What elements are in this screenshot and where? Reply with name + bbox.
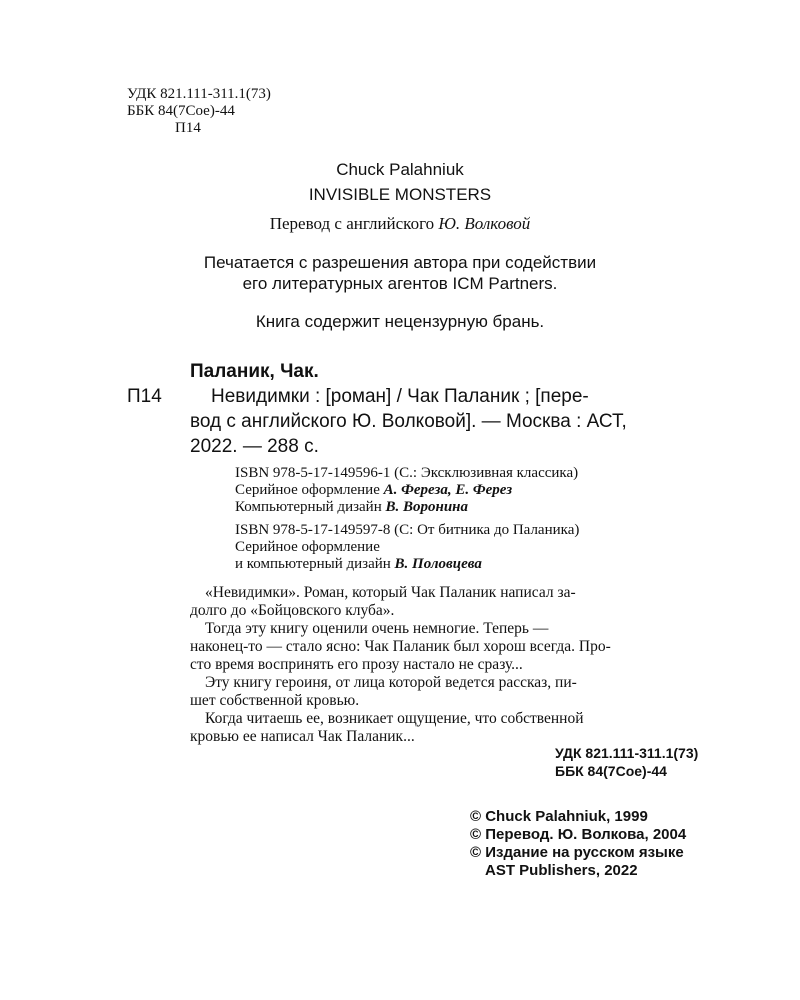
permission-line-1: Печатается с разрешения автора при содействии <box>203 253 597 272</box>
catalog-entry-line-3: 2022. — 288 с. <box>190 436 319 457</box>
description-line-8: Когда читаешь ее, возникает ощущение, что собственной <box>205 710 584 727</box>
isbn-1-design <box>235 482 512 499</box>
isbn-1-design-label: Серийное оформление <box>235 482 384 498</box>
translation-prefix: Перевод с английского <box>269 214 439 233</box>
bbk-code-bottom: ББК 84(7Сое)-44 <box>555 763 667 779</box>
udk-code-bottom: УДК 821.111-311.1(73) <box>555 745 699 761</box>
isbn-1-computer-label: Компьютерный дизайн <box>235 499 386 515</box>
udk-code-top: УДК 821.111-311.1(73) <box>127 86 271 102</box>
isbn-2-design-line-2 <box>235 556 482 573</box>
isbn-1-computer-name: В. Воронина <box>385 499 468 515</box>
copyright-translation: © Перевод. Ю. Волкова, 2004 <box>470 826 687 843</box>
original-author: Chuck Palahniuk <box>336 160 464 179</box>
copyright-author: © Chuck Palahniuk, 1999 <box>470 808 648 825</box>
catalog-entry-line-1: Невидимки : [роман] / Чак Паланик ; [пере- <box>211 386 589 407</box>
isbn-2-design-label: и компьютерный дизайн <box>235 556 395 572</box>
description-line-9: кровью ее написал Чак Паланик... <box>190 728 415 745</box>
description-line-2: долго до «Бойцовского клуба». <box>190 602 395 619</box>
description-line-7: шет собственной кровью. <box>190 692 360 709</box>
isbn-1-design-names: А. Фереза, Е. Ферез <box>383 482 513 498</box>
permission-line-2: его литературных агентов ICM Partners. <box>242 274 558 293</box>
isbn-1-computer <box>235 499 468 516</box>
copyright-edition: © Издание на русском языке <box>470 844 684 861</box>
catalog-sign: П14 <box>127 386 162 407</box>
isbn-2-design-name: В. Половцева <box>394 556 482 572</box>
description-line-4: наконец-то — стало ясно: Чак Паланик был хорош всегда. Про- <box>190 638 611 655</box>
original-title: INVISIBLE MONSTERS <box>308 185 492 204</box>
copyright-publisher: AST Publishers, 2022 <box>485 862 638 879</box>
description-line-1: «Невидимки». Роман, который Чак Паланик написал за- <box>205 584 576 601</box>
content-warning: Книга содержит нецензурную брань. <box>255 312 545 331</box>
description-line-5: сто время воспринять его прозу настало не сразу... <box>190 656 523 673</box>
isbn-2-design-line-1: Серийное оформление <box>235 539 380 555</box>
catalog-entry-line-2: вод с английского Ю. Волковой]. — Москва : АСТ, <box>190 411 627 432</box>
description-line-6: Эту книгу героиня, от лица которой ведется рассказ, пи- <box>205 674 577 691</box>
translator-name: Ю. Волковой <box>438 214 531 233</box>
isbn-1: ISBN 978-5-17-149596-1 (С.: Эксклюзивная классика) <box>235 465 579 481</box>
translation-line <box>0 214 800 234</box>
isbn-2: ISBN 978-5-17-149597-8 (С: От битника до Паланика) <box>235 522 580 538</box>
catalog-heading: Паланик, Чак. <box>190 361 319 382</box>
description-line-3: Тогда эту книгу оценили очень немногие. Теперь — <box>205 620 549 637</box>
author-sign-top: П14 <box>175 120 201 136</box>
bbk-code-top: ББК 84(7Сое)-44 <box>127 103 235 119</box>
